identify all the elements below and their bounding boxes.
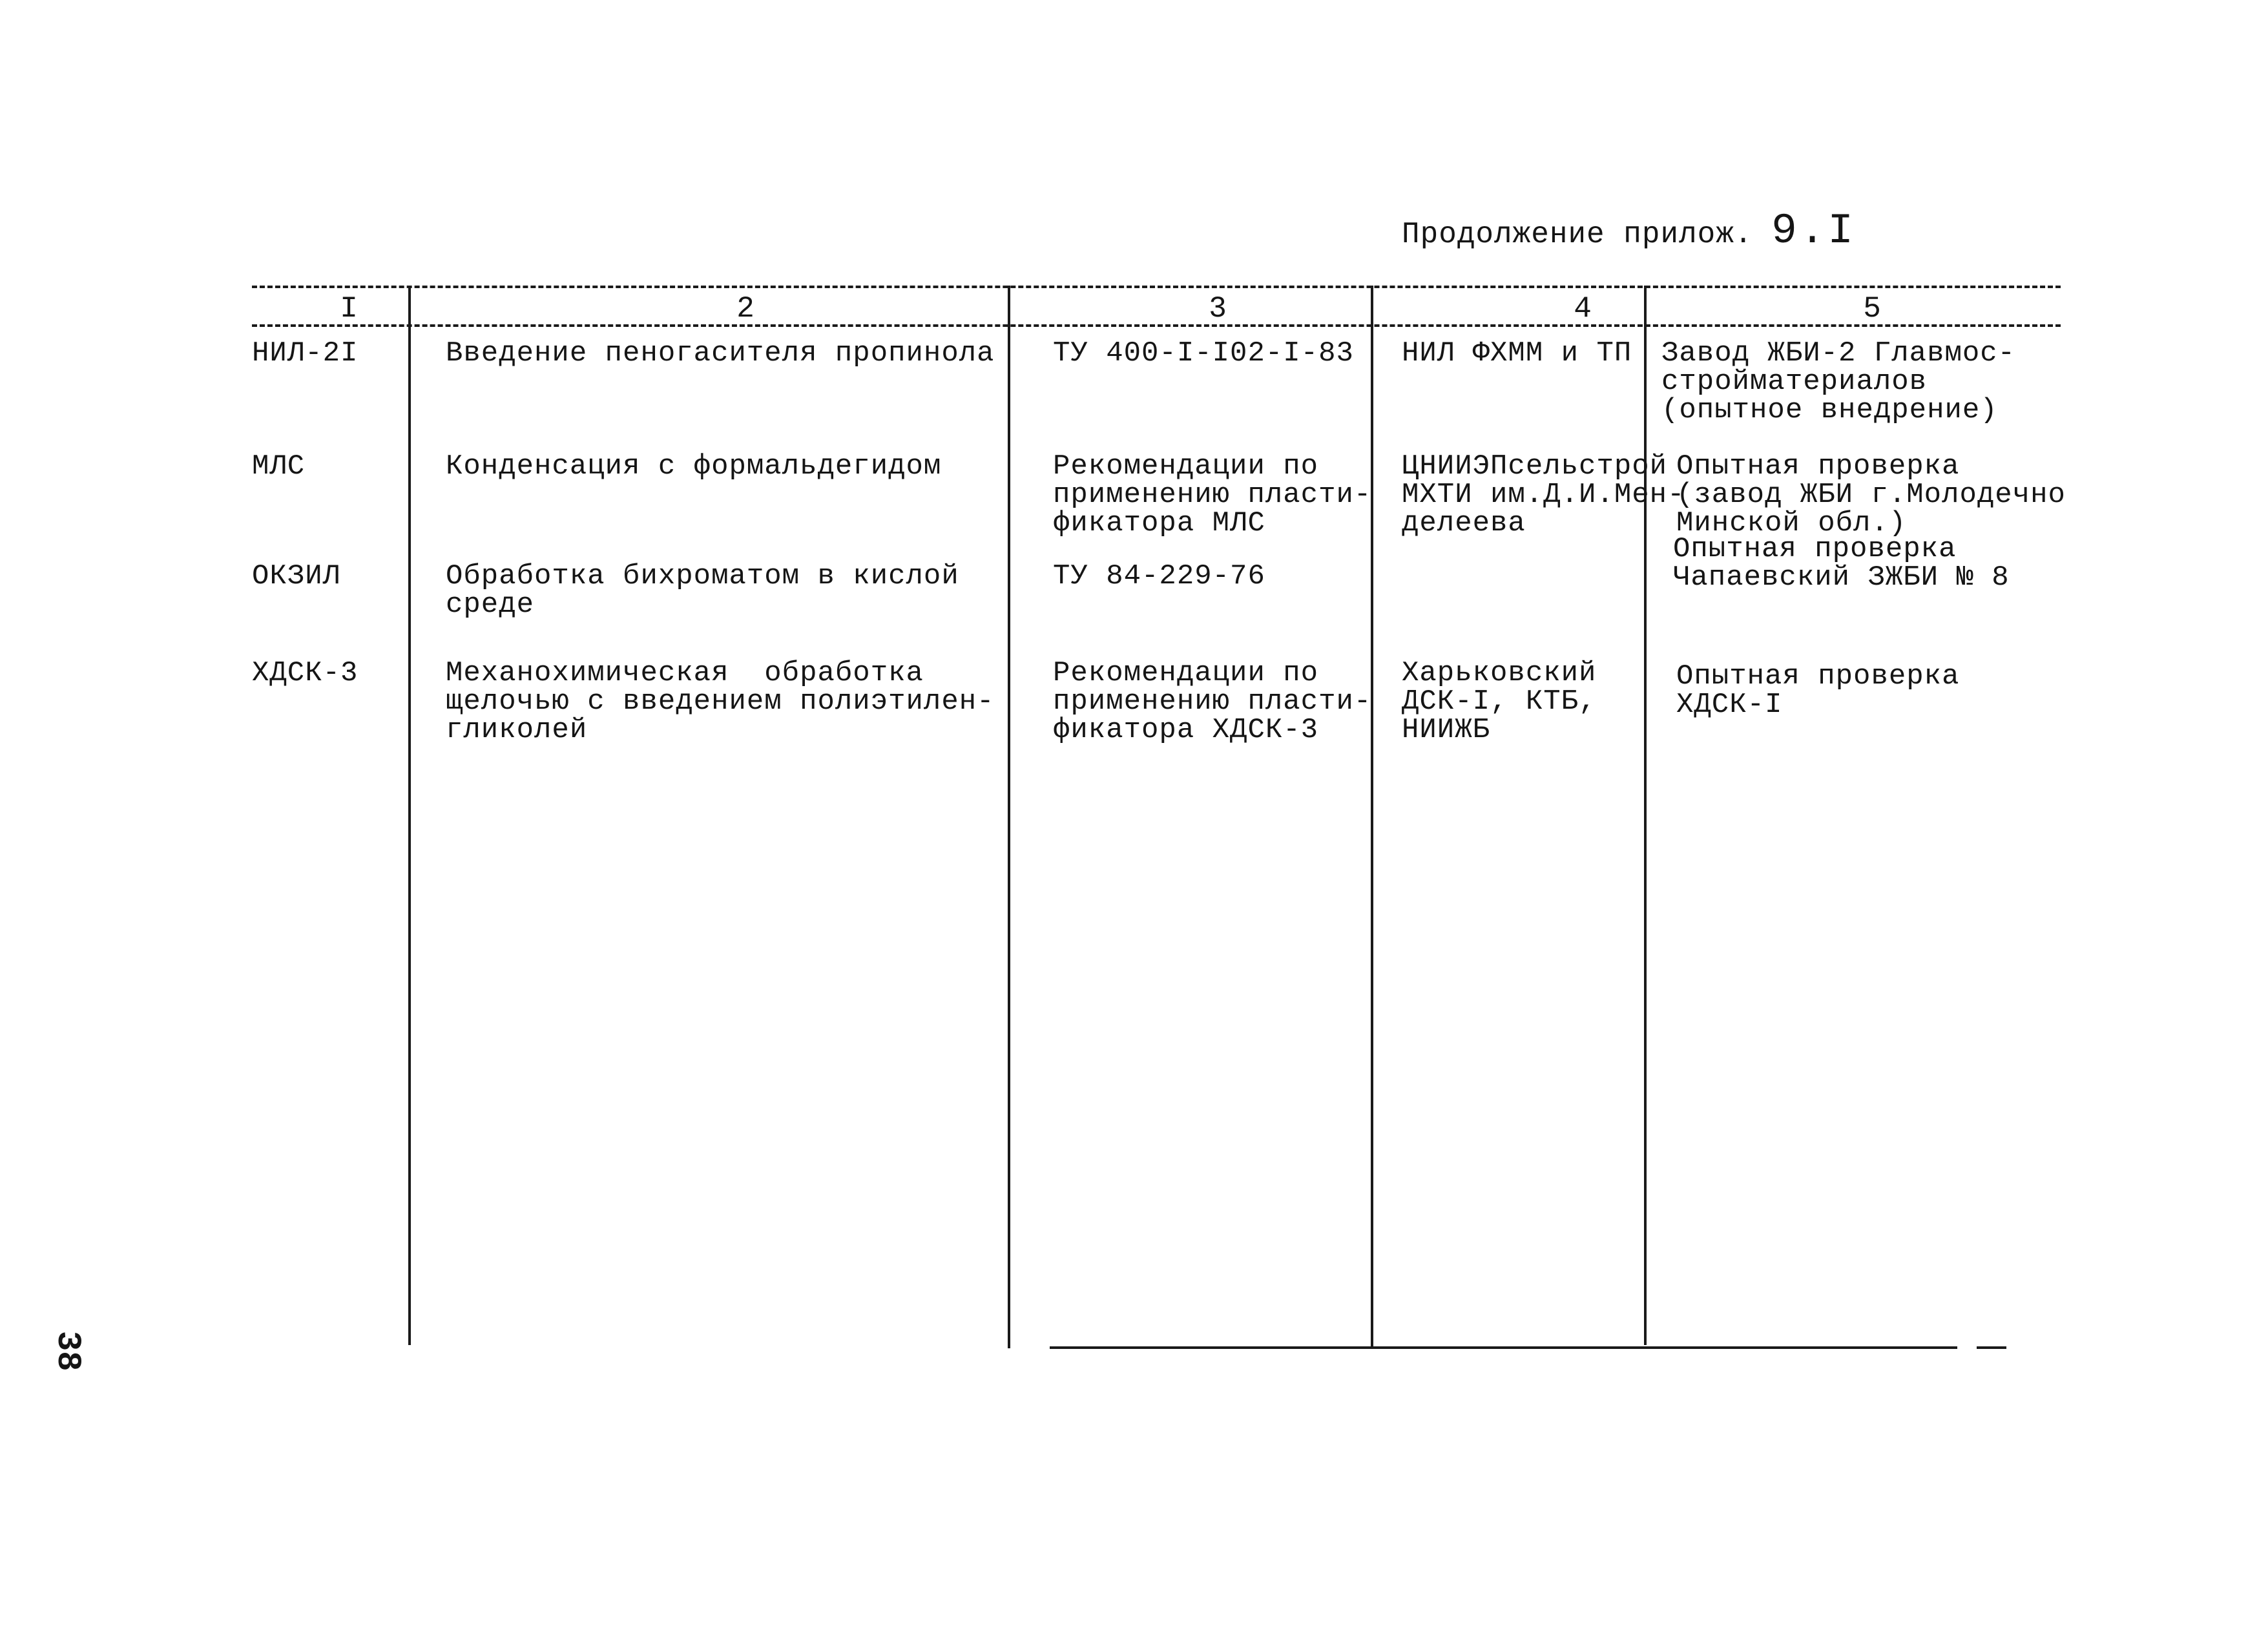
row-3-document: ТУ 84-229-76 <box>1053 560 1265 592</box>
table-header-rule <box>252 324 2061 327</box>
table-bottom-rule <box>1050 1346 1957 1349</box>
row-2-implementation: Опытная проверка (завод ЖБИ г.Молодечно Минской обл.) <box>1676 450 2066 539</box>
row-4-document: Рекомендации по применению пласти- фикатора ХДСК-3 <box>1053 657 1372 746</box>
page-number: 38 <box>48 1331 87 1372</box>
column-rule-3 <box>1371 286 1373 1348</box>
column-number-3: 3 <box>1209 292 1227 326</box>
row-2-developer: ЦНИИЭПсельстрой МХТИ им.Д.И.Мен- делеева <box>1402 450 1685 539</box>
row-4-implementation: Опытная проверка ХДСК-I <box>1676 660 1960 721</box>
continuation-label: Продолжение прилож. <box>1402 218 1753 251</box>
row-1-document: ТУ 400-I-I02-I-83 <box>1053 337 1354 370</box>
table-bottom-rule-end <box>1977 1346 2006 1349</box>
row-1-developer: НИЛ ФХММ и ТП <box>1402 337 1632 370</box>
row-2-method: Конденсация с формальдегидом <box>446 450 942 483</box>
row-2-document: Рекомендации по применению пласти- фикатора МЛС <box>1053 450 1372 539</box>
table-top-rule <box>252 286 2061 288</box>
column-rule-1 <box>408 286 411 1345</box>
column-rule-4 <box>1644 286 1647 1345</box>
column-number-2: 2 <box>736 292 754 326</box>
column-number-1: I <box>340 292 358 326</box>
continuation-header <box>1402 207 1856 255</box>
row-3-additive: ОКЗИЛ <box>252 560 341 592</box>
row-4-additive: ХДСК-3 <box>252 657 359 689</box>
column-number-4: 4 <box>1574 292 1592 326</box>
row-1-additive: НИЛ-2I <box>252 337 359 370</box>
column-rule-2 <box>1008 286 1010 1348</box>
row-3-method: Обработка бихроматом в кислой среде <box>446 560 959 621</box>
row-4-developer: Харьковский ДСК-I, КТБ, НИИЖБ <box>1402 657 1597 746</box>
appendix-number: 9.I <box>1771 207 1856 255</box>
row-1-method: Введение пеногасителя пропинола <box>446 337 995 370</box>
row-4-method: Механохимическая обработка щелочью с введением полиэтилен- гликолей <box>446 657 995 746</box>
row-1-implementation: Завод ЖБИ-2 Главмос- стройматериалов (опытное внедрение) <box>1661 337 2016 426</box>
row-2-additive: МЛС <box>252 450 306 483</box>
column-number-5: 5 <box>1863 292 1881 326</box>
row-3-implementation: Опытная проверка Чапаевский ЗЖБИ № 8 <box>1673 533 2010 594</box>
